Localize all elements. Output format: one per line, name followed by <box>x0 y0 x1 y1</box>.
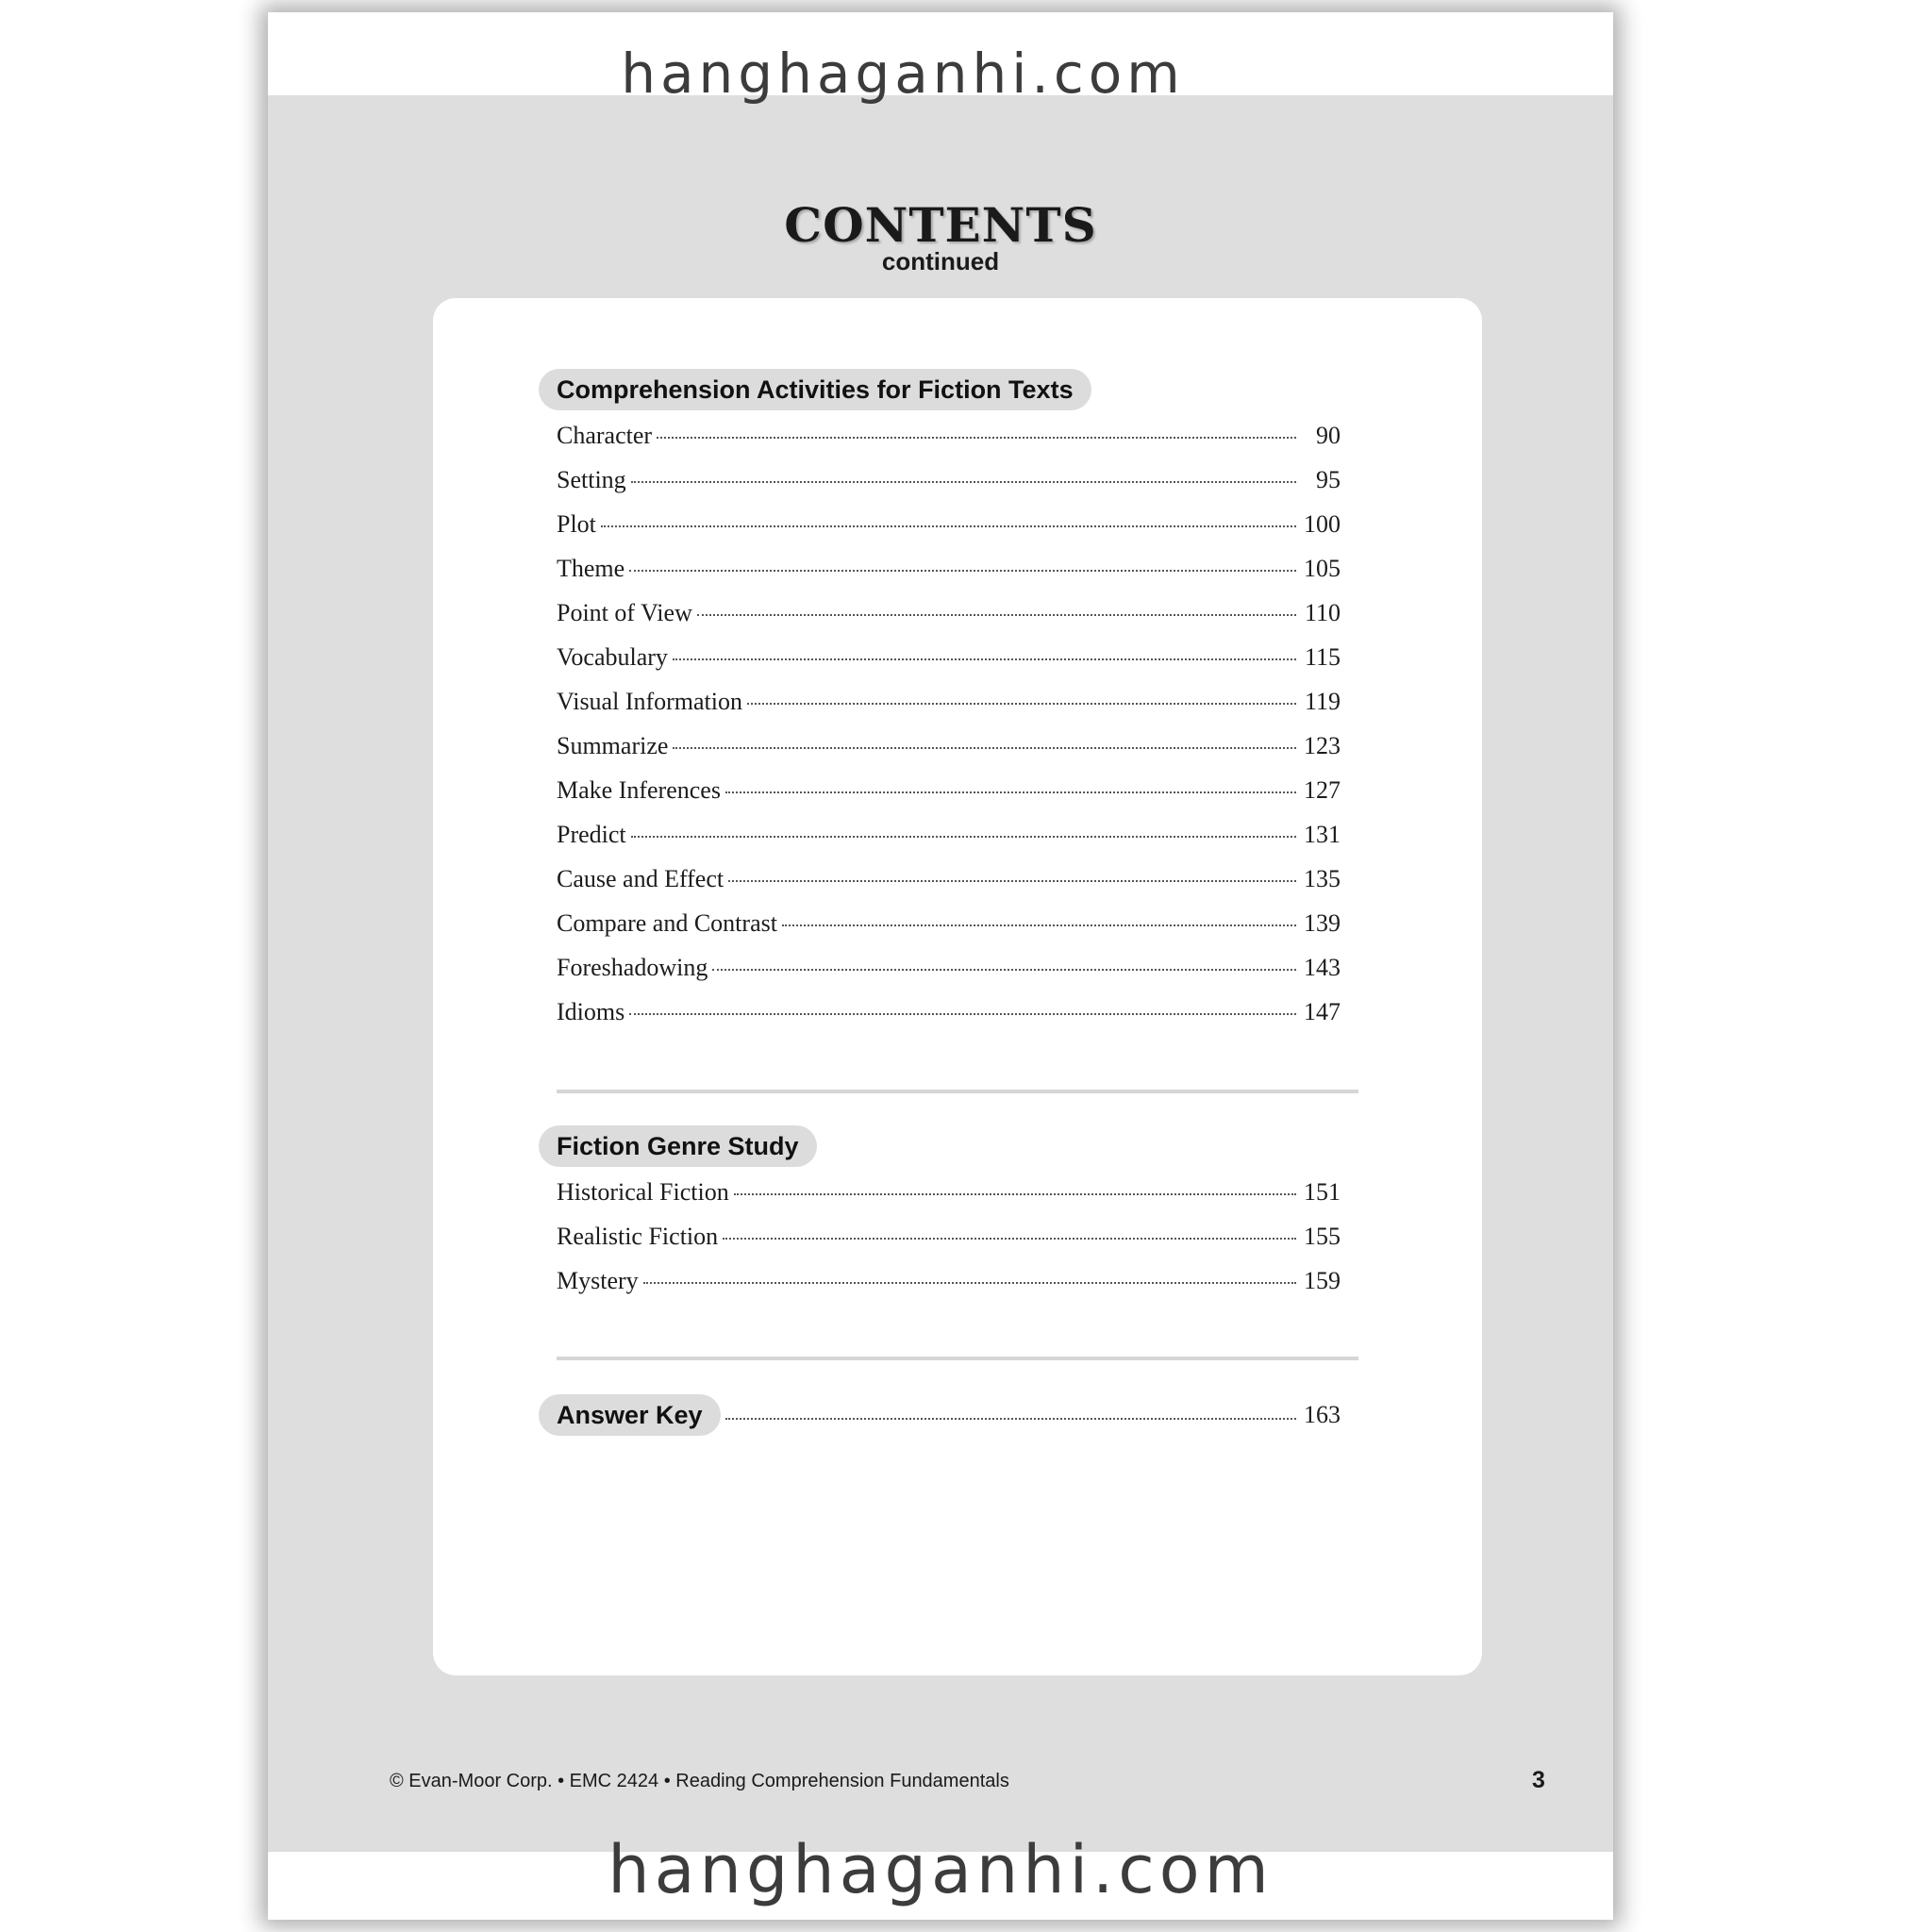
entry-page: 135 <box>1304 865 1341 892</box>
entry-page: 95 <box>1316 466 1341 493</box>
entry-label: Vocabulary <box>557 643 668 671</box>
entry-label: Foreshadowing <box>557 954 708 981</box>
entry-label: Plot <box>557 510 596 538</box>
toc-entry[interactable] <box>539 776 1341 821</box>
entry-page: 100 <box>1304 510 1341 538</box>
entry-label: Historical Fiction <box>557 1178 729 1206</box>
entry-page: 90 <box>1316 422 1341 449</box>
entry-label: Summarize <box>557 732 669 759</box>
dot-leader <box>643 1282 1296 1284</box>
dot-leader <box>629 570 1296 572</box>
dot-leader <box>712 969 1296 971</box>
entry-label: Predict <box>557 821 626 848</box>
entry-page: 105 <box>1304 555 1341 582</box>
entry-page: 110 <box>1304 599 1341 626</box>
dot-leader <box>782 924 1296 926</box>
dot-leader <box>673 747 1296 749</box>
entry-page: 131 <box>1304 821 1341 848</box>
toc-list <box>539 1178 1341 1311</box>
toc-entry[interactable] <box>539 422 1341 466</box>
entry-page: 159 <box>1304 1267 1341 1294</box>
toc-entry[interactable] <box>539 643 1341 688</box>
entry-page: 139 <box>1304 909 1341 937</box>
dot-leader <box>728 880 1296 882</box>
entry-page: 163 <box>1304 1401 1341 1428</box>
dot-leader <box>725 1418 1296 1420</box>
toc-entry[interactable] <box>539 954 1341 998</box>
toc-entry[interactable] <box>539 510 1341 555</box>
toc-list <box>539 422 1341 1042</box>
watermark-top: hanghaganhi.com <box>621 42 1185 106</box>
section-heading: Fiction Genre Study <box>539 1125 817 1167</box>
section-fiction-genre <box>539 1125 1341 1311</box>
dot-leader <box>631 836 1296 838</box>
contents-card <box>433 298 1482 1675</box>
dot-leader <box>747 703 1296 705</box>
toc-entry[interactable] <box>539 865 1341 909</box>
entry-label: Compare and Contrast <box>557 909 777 937</box>
entry-label: Theme <box>557 555 625 582</box>
toc-entry[interactable] <box>539 1178 1341 1223</box>
footer-copyright: © Evan-Moor Corp. • EMC 2424 • Reading Comprehension Fundamentals <box>390 1771 1009 1791</box>
toc-entry[interactable] <box>539 821 1341 865</box>
dot-leader <box>723 1238 1296 1240</box>
entry-label: Idioms <box>557 998 625 1025</box>
entry-page: 151 <box>1304 1178 1341 1206</box>
page-subtitle: continued <box>881 247 1000 275</box>
dot-leader <box>673 658 1296 660</box>
toc-entry[interactable] <box>539 555 1341 599</box>
title-block <box>268 199 1613 275</box>
toc-entry[interactable] <box>539 1223 1341 1267</box>
section-divider <box>557 1090 1358 1093</box>
page-number: 3 <box>1532 1767 1545 1793</box>
entry-label: Point of View <box>557 599 692 626</box>
entry-page: 119 <box>1304 688 1341 715</box>
section-heading: Comprehension Activities for Fiction Texts <box>539 369 1091 410</box>
section-divider <box>557 1357 1358 1360</box>
toc-entry[interactable] <box>539 599 1341 643</box>
toc-entry[interactable] <box>539 688 1341 732</box>
page-title: CONTENTS <box>784 197 1097 253</box>
dot-leader <box>734 1193 1296 1195</box>
entry-label: Make Inferences <box>557 776 721 804</box>
toc-entry[interactable] <box>539 1267 1341 1311</box>
dot-leader <box>629 1013 1296 1015</box>
toc-entry[interactable] <box>539 466 1341 510</box>
entry-page: 143 <box>1304 954 1341 981</box>
dot-leader <box>697 614 1296 616</box>
entry-label: Character <box>557 422 653 449</box>
dot-leader <box>631 481 1296 483</box>
document-page <box>268 12 1613 1920</box>
entry-page: 147 <box>1304 998 1341 1025</box>
toc-entry[interactable] <box>539 732 1341 776</box>
entry-label: Visual Information <box>557 688 743 715</box>
answer-key-heading: Answer Key <box>539 1394 721 1436</box>
dot-leader <box>725 791 1296 793</box>
entry-label: Mystery <box>557 1267 639 1294</box>
dot-leader <box>657 437 1296 439</box>
dot-leader <box>601 525 1296 527</box>
entry-page: 123 <box>1304 732 1341 759</box>
entry-label: Realistic Fiction <box>557 1223 719 1250</box>
section-fiction-activities <box>539 369 1341 1042</box>
toc-entry[interactable] <box>539 909 1341 954</box>
answer-key-entry[interactable] <box>539 1394 1341 1436</box>
entry-page: 115 <box>1304 643 1341 671</box>
entry-page: 155 <box>1304 1223 1341 1250</box>
watermark-bottom: hanghaganhi.com <box>608 1831 1274 1908</box>
entry-page: 127 <box>1304 776 1341 804</box>
toc-entry[interactable] <box>539 998 1341 1042</box>
entry-label: Setting <box>557 466 626 493</box>
entry-label: Cause and Effect <box>557 865 724 892</box>
